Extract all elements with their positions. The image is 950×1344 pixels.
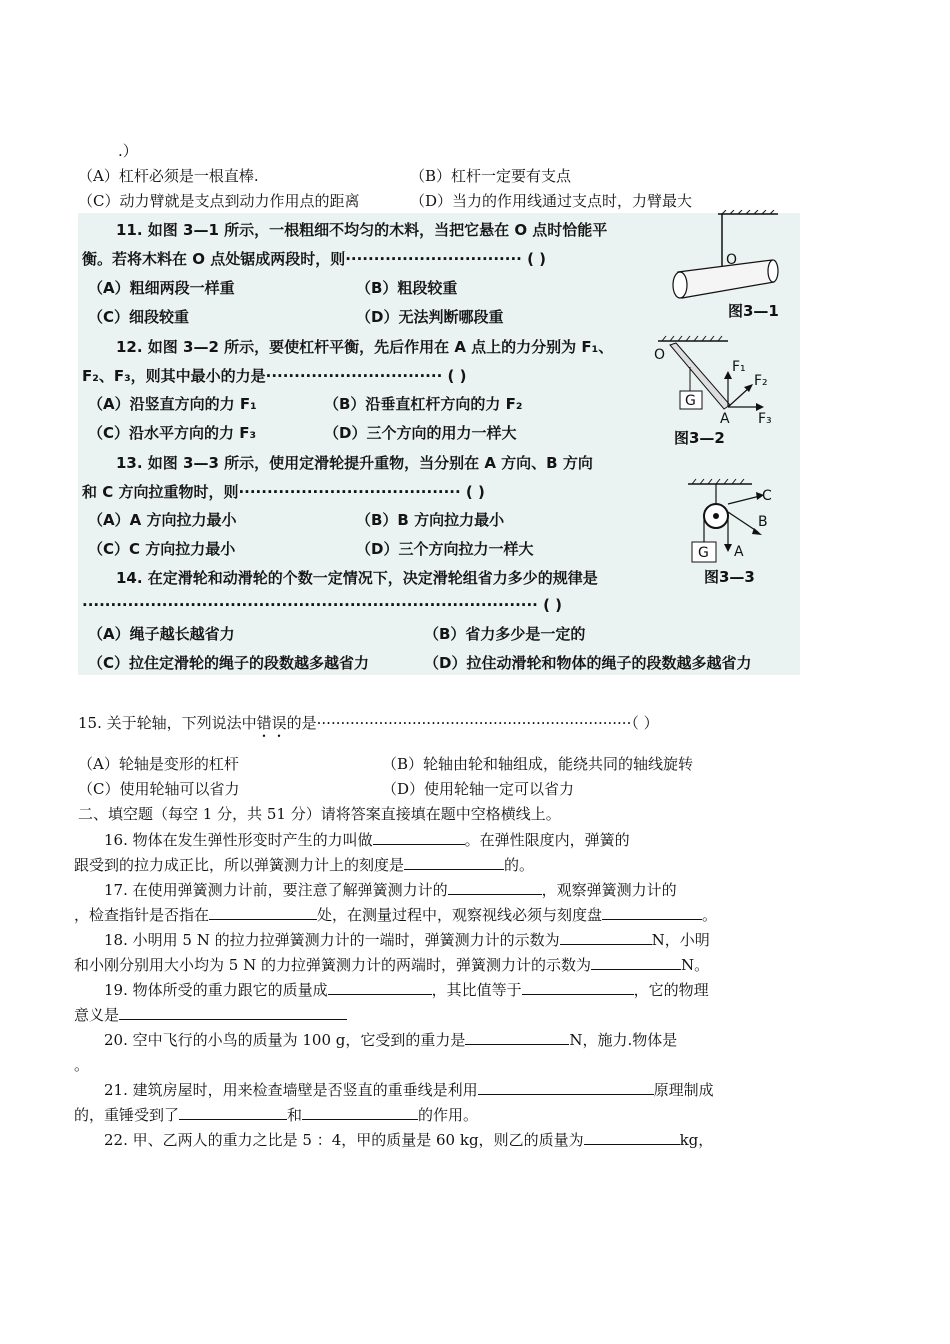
q16-line1 (104, 829, 630, 850)
q13-option-a: （A）A 方向拉力最小 (88, 511, 237, 529)
option-a: （A）杠杆必须是一根直棒. (78, 167, 259, 185)
figure-3-2-f3-label: F₃ (758, 411, 772, 427)
q17-text: ，检查指针是否指在 (74, 906, 210, 924)
q18-text: N，小明 (651, 931, 710, 949)
q17-text: 处，在测量过程中，观察视线必须与刻度盘 (317, 906, 603, 924)
figure-3-3-b-label: B (758, 514, 768, 530)
q18-text: 18. 小明用 5 N 的拉力拉弹簧测力计的一端时，弹簧测力计的示数为 (104, 931, 560, 949)
q18-text: 和小刚分别用大小均为 5 N 的力拉弹簧测力计的两端时，弹簧测力计的示数为 (74, 956, 591, 974)
q21-text: 21. 建筑房屋时，用来检查墙壁是否竖直的重垂线是利用 (104, 1081, 478, 1099)
q12-stem-line1: 12. 如图 3—2 所示，要使杠杆平衡，先后作用在 A 点上的力分别为 F₁、 (116, 338, 614, 356)
q11-option-a: （A）粗细两段一样重 (88, 279, 235, 297)
q18-line1 (104, 929, 710, 950)
q21-line2 (74, 1104, 478, 1125)
answer-blank[interactable] (179, 1105, 287, 1120)
q17-line1 (104, 879, 677, 900)
figure-3-1-caption: 图3—1 (728, 302, 779, 320)
section-2-heading: 二、填空题（每空 1 分，共 51 分）请将答案直接填在题中空格横线上。 (78, 805, 561, 823)
q11-stem-line2: 衡。若将木料在 O 点处锯成两段时，则······························· ( ) (82, 250, 546, 268)
q19-line2 (74, 1004, 347, 1025)
q21-text: 原理制成 (653, 1081, 714, 1099)
q12-option-a: （A）沿竖直方向的力 F₁ (88, 395, 257, 413)
q15-stem-suffix: 的是··································································（ ） (286, 714, 659, 732)
answer-blank[interactable] (465, 1030, 569, 1045)
q13-stem-line1: 13. 如图 3—3 所示，使用定滑轮提升重物，当分别在 A 方向、B 方向 (116, 454, 593, 472)
q20-text: 20. 空中飞行的小鸟的质量为 100 g，它受到的重力是 (104, 1031, 466, 1049)
answer-blank[interactable] (119, 1005, 347, 1020)
q21-text: 的作用。 (418, 1106, 479, 1124)
q13-stem-line2: 和 C 方向拉重物时，则······································· ( ) (82, 483, 485, 501)
q20-line1 (104, 1029, 677, 1050)
q13-option-b: （B）B 方向拉力最小 (356, 511, 505, 529)
q19-text: ，其比值等于 (431, 981, 522, 999)
q19-text: ，它的物理 (633, 981, 709, 999)
q13-option-d: （D）三个方向拉力一样大 (356, 540, 534, 558)
figure-3-1-o-label: O (726, 252, 738, 268)
q16-text: 跟受到的拉力成正比，所以弹簧测力计上的刻度是 (74, 856, 405, 874)
answer-blank[interactable] (404, 855, 504, 870)
q14-option-c: （C）拉住定滑轮的绳子的段数越多越省力 (88, 654, 370, 672)
option-b: （B）杠杆一定要有支点 (410, 167, 572, 185)
answer-blank[interactable] (302, 1105, 418, 1120)
figure-3-2-caption: 图3—2 (674, 429, 725, 447)
q14-stem-line1: 14. 在定滑轮和动滑轮的个数一定情况下，决定滑轮组省力多少的规律是 (116, 569, 598, 587)
q12-option-d: （D）三个方向的用力一样大 (324, 424, 517, 442)
q21-text: 和 (287, 1106, 303, 1124)
q13-option-c: （C）C 方向拉力最小 (88, 540, 236, 558)
q22-text: 22. 甲、乙两人的重力之比是 5 ：4，甲的质量是 60 kg，则乙的质量为 (104, 1131, 584, 1149)
figure-3-3-a-label: A (734, 544, 744, 560)
q15-option-a: （A）轮轴是变形的杠杆 (78, 755, 239, 773)
q19-text: 19. 物体所受的重力跟它的质量成 (104, 981, 328, 999)
q16-text: 。在弹性限度内，弹簧的 (464, 831, 630, 849)
q20-text: N，施力.物体是 (569, 1031, 678, 1049)
q21-line1 (104, 1079, 714, 1100)
q18-line2 (74, 954, 709, 975)
q14-option-a: （A）绳子越长越省力 (88, 625, 235, 643)
answer-blank[interactable] (478, 1080, 654, 1095)
figure-3-2-f2-label: F₂ (754, 373, 768, 389)
q11-option-d: （D）无法判断哪段重 (356, 308, 504, 326)
q16-text: 的。 (504, 856, 535, 874)
q15-stem-prefix: 15. 关于轮轴，下列说法中 (78, 714, 257, 732)
q12-stem-line2: F₂、F₃，则其中最小的力是······························· ( ) (82, 367, 467, 385)
q15-option-d: （D）使用轮轴一定可以省力 (382, 780, 575, 798)
figure-3-2-a-label: A (720, 411, 730, 427)
q16-line2 (74, 854, 534, 875)
q14-option-b: （B）省力多少是一定的 (424, 625, 586, 643)
q17-text: 。 (702, 906, 718, 924)
figure-3-3-fixed-pulley (680, 476, 790, 591)
q15-option-b: （B）轮轴由轮和轴组成，能绕共同的轴线旋转 (382, 755, 694, 773)
prev-question-paren: .） (118, 142, 138, 160)
q14-stem-line2: ················································································ ( ) (82, 596, 563, 614)
q14-option-d: （D）拉住动滑轮和物体的绳子的段数越多越省力 (424, 654, 752, 672)
q20-line2: 。 (74, 1056, 90, 1074)
figure-3-2-f1-label: F₁ (732, 359, 746, 375)
q11-option-b: （B）粗段较重 (356, 279, 458, 297)
answer-blank[interactable] (448, 880, 542, 895)
q19-line1 (104, 979, 709, 1000)
answer-blank[interactable] (209, 905, 317, 920)
q16-text: 16. 物体在发生弹性形变时产生的力叫做 (104, 831, 373, 849)
q17-text: 17. 在使用弹簧测力计前，要注意了解弹簧测力计的 (104, 881, 448, 899)
q11-option-c: （C）细段较重 (88, 308, 190, 326)
option-d: （D）当力的作用线通过支点时，力臂最大 (410, 192, 693, 210)
q21-text: 的，重锤受到了 (74, 1106, 180, 1124)
q12-option-b: （B）沿垂直杠杆方向的力 F₂ (324, 395, 523, 413)
q19-text: 意义是 (74, 1006, 120, 1024)
figure-3-1-lever-log (660, 210, 780, 325)
answer-blank[interactable] (328, 980, 432, 995)
answer-blank[interactable] (602, 905, 702, 920)
figure-3-3-caption: 图3—3 (704, 568, 755, 586)
q15-stem-emphasis: 错误 (256, 714, 287, 732)
answer-blank[interactable] (591, 955, 681, 970)
q17-text: ，观察弹簧测力计的 (541, 881, 677, 899)
figure-3-2-o-label: O (654, 347, 666, 363)
q15-option-c: （C）使用轮轴可以省力 (78, 780, 240, 798)
figure-3-3-g-label: G (698, 545, 709, 561)
option-c: （C）动力臂就是支点到动力作用点的距离 (78, 192, 360, 210)
answer-blank[interactable] (584, 1130, 680, 1145)
answer-blank[interactable] (373, 830, 465, 845)
figure-3-3-c-label: C (762, 488, 772, 504)
q11-stem-line1: 11. 如图 3—1 所示，一根粗细不均匀的木料，当把它悬在 O 点时恰能平 (116, 221, 608, 239)
figure-3-2-lever-forces (648, 335, 788, 455)
q17-line2 (74, 904, 717, 925)
answer-blank[interactable] (522, 980, 634, 995)
q18-text: N。 (680, 956, 710, 974)
q22-line1 (104, 1129, 713, 1150)
figure-3-2-g-label: G (685, 393, 696, 409)
q12-option-c: （C）沿水平方向的力 F₃ (88, 424, 257, 442)
q22-text: kg， (679, 1131, 714, 1149)
q15-stem (78, 712, 659, 741)
answer-blank[interactable] (560, 930, 652, 945)
